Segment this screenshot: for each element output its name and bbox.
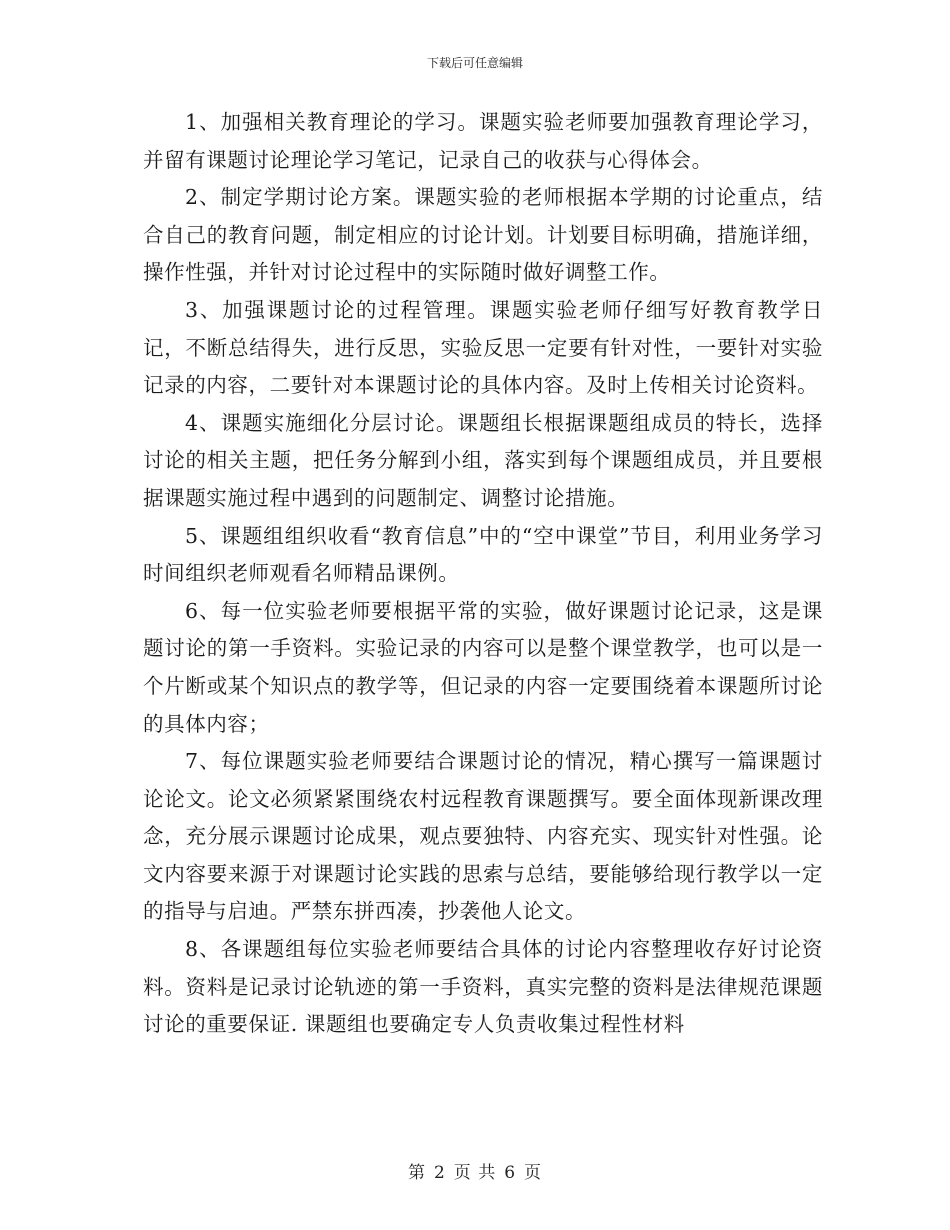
paragraph-5: 5、课题组组织收看“教育信息”中的“空中课堂”节目，利用业务学习时间组织老师观看名师精品课例。 [143, 523, 823, 586]
footer-total-pages: 6 [504, 1163, 517, 1183]
document-body [143, 104, 823, 1044]
paragraph-3: 3、加强课题讨论的过程管理。课题实验老师仔细写好教育教学日记，不断总结得失，进行反思，实验反思一定要有针对性，一要针对实验记录的内容，二要针对本课题讨论的具体内容。及时上传相关讨论资料。 [143, 297, 823, 398]
footer-middle: 页 共 [453, 1163, 497, 1183]
paragraph-4: 4、课题实施细化分层讨论。课题组长根据课题组成员的特长，选择讨论的相关主题，把任务分解到小组，落实到每个课题组成员，并且要根据课题实施过程中遇到的问题制定、调整讨论措施。 [143, 410, 823, 510]
header-note: 下载后可任意编辑 [426, 56, 523, 70]
paragraph-7: 7、每位课题实验老师要结合课题讨论的情况，精心撰写一篇课题讨论论文。论文必须紧紧围绕农村远程教育课题撰写。要全面体现新课改理念，充分展示课题讨论成果，观点要独特、内容充实、现实针对性强。论文内容要来源于对课题讨论实践的思索与总结，要能够给现行教学以一定的指导与启迪。严禁东拼西凑，抄袭他人论文。 [143, 749, 823, 924]
footer-prefix: 第 [407, 1163, 426, 1183]
page-footer [0, 1158, 950, 1183]
paragraph-1: 1、加强相关教育理论的学习。课题实验老师要加强教育理论学习，并留有课题讨论理论学习笔记，记录自己的收获与心得体会。 [143, 110, 823, 172]
footer-current-page: 2 [433, 1163, 446, 1183]
paragraph-2: 2、制定学期讨论方案。课题实验的老师根据本学期的讨论重点，结合自己的教育问题，制定相应的讨论计划。计划要目标明确，措施详细，操作性强，并针对讨论过程中的实际随时做好调整工作。 [143, 185, 823, 285]
paragraph-6: 6、每一位实验老师要根据平常的实验，做好课题讨论记录，这是课题讨论的第一手资料。实验记录的内容可以是整个课堂教学，也可以是一个片断或某个知识点的教学等，但记录的内容一定要围绕着本课题所讨论的具体内容； [143, 598, 823, 736]
footer-suffix: 页 [524, 1163, 543, 1183]
paragraph-8: 8、各课题组每位实验老师要结合具体的讨论内容整理收存好讨论资料。资料是记录讨论轨迹的第一手资料，真实完整的资料是法律规范课题讨论的重要保证. 课题组也要确定专人负责收集过程性材料 [143, 937, 823, 1037]
